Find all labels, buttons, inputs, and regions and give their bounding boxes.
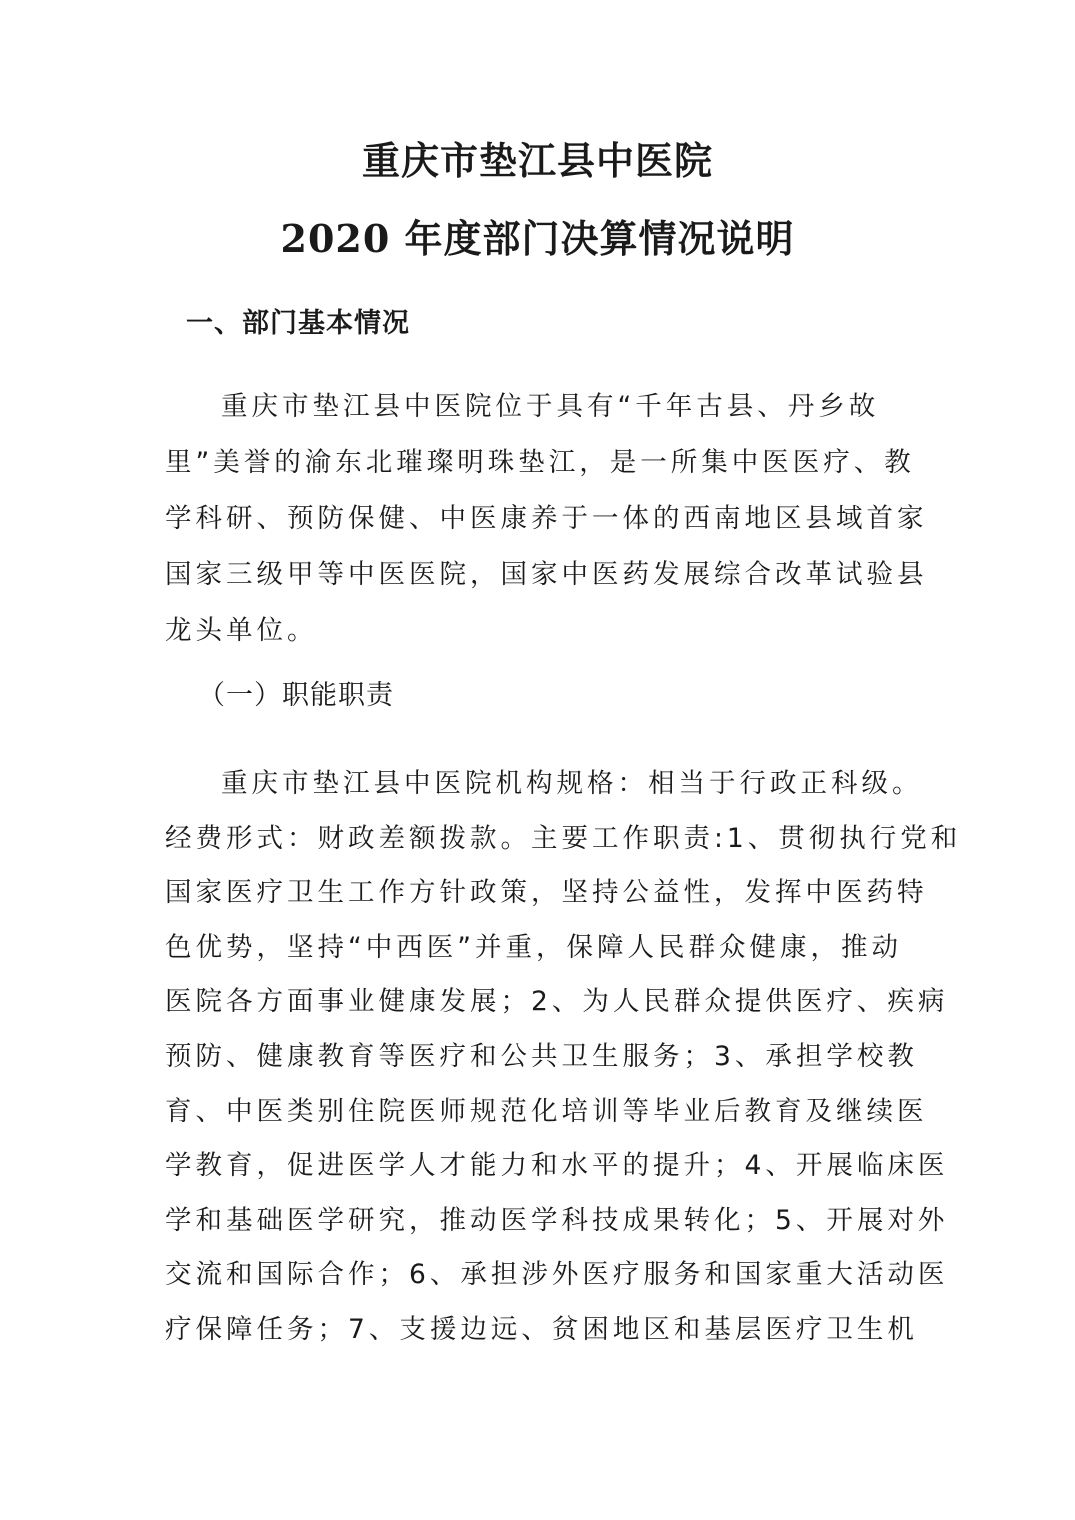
document-subtitle: 2020 年度部门决算情况说明: [280, 216, 795, 261]
paragraph-line: 学教育，促进医学人才能力和水平的提升；4、开展临床医: [165, 1150, 949, 1182]
paragraph-line: 医院各方面事业健康发展；2、为人民群众提供医疗、疾病: [165, 986, 949, 1018]
paragraph-line: 疗保障任务；7、支援边远、贫困地区和基层医疗卫生机: [165, 1313, 918, 1345]
paragraph-line: 色优势，坚持“中西医”并重，保障人民群众健康，推动: [165, 931, 902, 963]
paragraph-line: 学和基础医学研究，推动医学科技成果转化；5、开展对外: [165, 1204, 949, 1236]
section-heading-basic-info: 一、部门基本情况: [186, 308, 410, 339]
paragraph-line: 重庆市垫江县中医院机构规格：相当于行政正科级。: [221, 768, 923, 799]
paragraph-line: 里”美誉的渝东北璀璨明珠垫江，是一所集中医医疗、教: [165, 447, 915, 478]
paragraph-line: 国家三级甲等中医医院，国家中医药发展综合改革试验县: [165, 559, 928, 590]
paragraph-line: 交流和国际合作；6、承担涉外医疗服务和国家重大活动医: [165, 1259, 949, 1291]
subsection-heading-duties: （一）职能职责: [198, 680, 394, 711]
document-title: 重庆市垫江县中医院: [361, 138, 713, 183]
paragraph-line: 学科研、预防保健、中医康养于一体的西南地区县域首家: [165, 503, 928, 534]
paragraph-line: 育、中医类别住院医师规范化培训等毕业后教育及继续医: [165, 1095, 928, 1127]
paragraph-duties: [165, 757, 962, 1358]
paragraph-line: 龙头单位。: [165, 615, 318, 646]
paragraph-line: 国家医疗卫生工作方针政策，坚持公益性，发挥中医药特: [165, 877, 928, 909]
paragraph-line: 经费形式：财政差额拨款。主要工作职责:1、贯彻执行党和: [165, 822, 962, 854]
paragraph-line: 重庆市垫江县中医院位于具有“千年古县、丹乡故: [221, 391, 880, 422]
paragraph-line: 预防、健康教育等医疗和公共卫生服务；3、承担学校教: [165, 1040, 918, 1072]
paragraph-basic-info: [165, 379, 928, 659]
